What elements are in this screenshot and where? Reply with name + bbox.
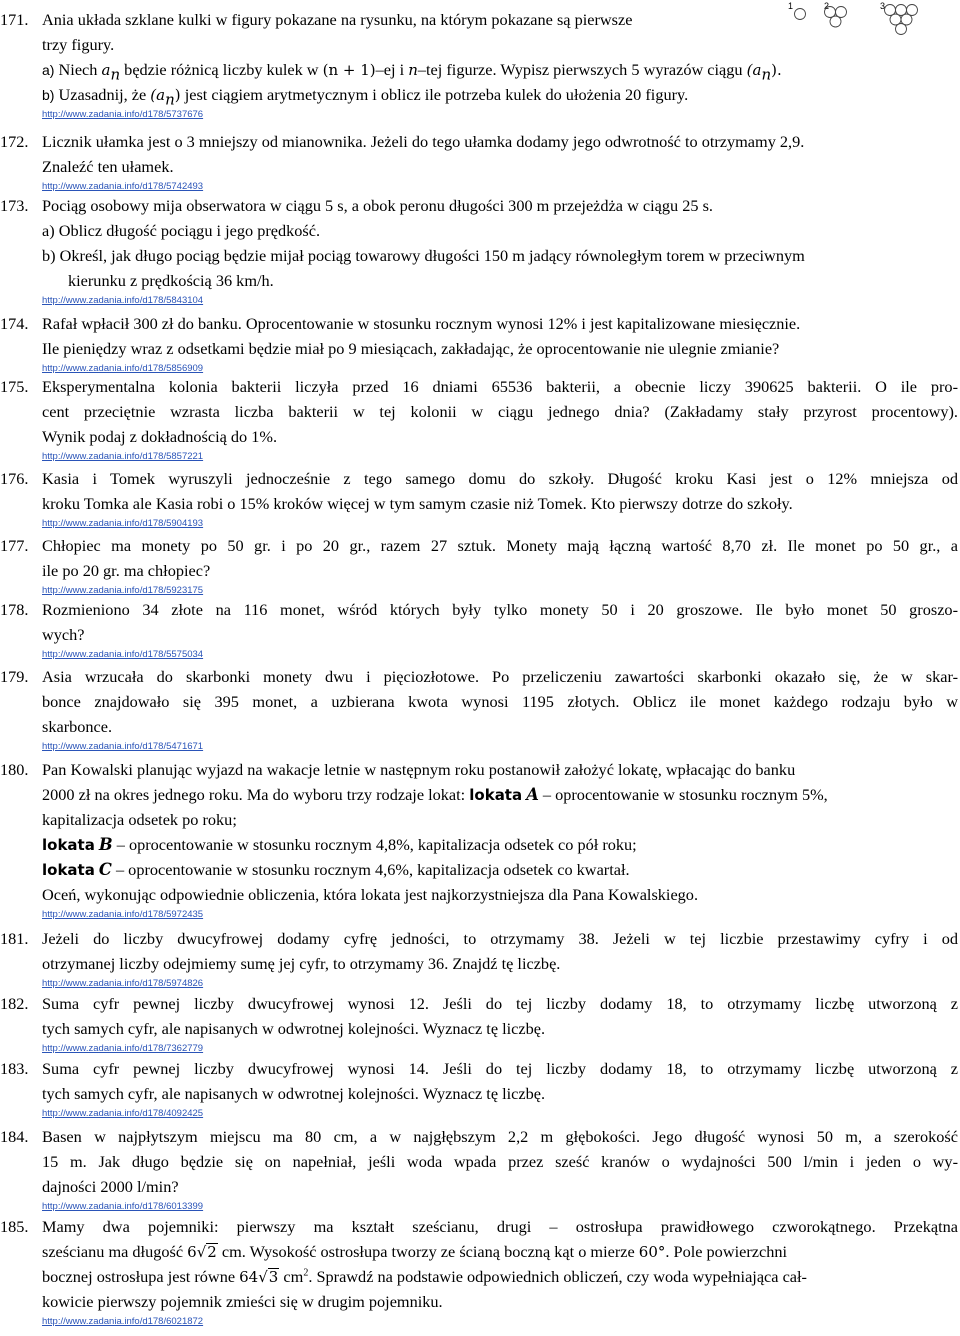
problem-text-line: Kasia i Tomek wyruszyli jednocześnie z tego samego domu do szkoły. Długość kroku Kasi jest o 12% mniejsza od (42, 469, 958, 488)
problem-text-line: Rozmieniono 34 złote na 116 monet, wśród których były tylko monety 50 i 20 groszowe. Ile było monet 50 groszo- (42, 600, 958, 619)
problem-text-line: tych samych cyfr, ale napisanych w odwrotnej kolejności. Wyznacz tę liczbę. (42, 1019, 546, 1038)
figure-label-1: 1 (788, 1, 794, 11)
problem-link[interactable]: http://www.zadania.info/d178/5737676 (42, 109, 204, 120)
problem-number: 177. (0, 536, 29, 555)
problem-text-line: Basen w najpłytszym miejscu ma 80 cm, a w najgłębszym 2,2 m głębokości. Jego długość wynosi 50 m, a szerokość (42, 1127, 958, 1146)
problem-text-line: Asia wrzucała do skarbonki monety dwu i pięciozłotowe. Po przeliczeniu zawartości skarbonki okazało się, że w skar- (42, 667, 958, 686)
problem-text-line: Ania układa szklane kulki w figury pokazane na rysunku, na którym pokazane są pierwsze (42, 10, 633, 29)
problem-text-line: Jeżeli do liczby dwucyfrowej dodamy cyfrę jedności, to otrzymamy 38. Jeżeli w tej liczbie przestawimy cyfry i od (42, 929, 958, 948)
problem-text-line: Ile pieniędzy wraz z odsetkami będzie miał po 9 miesiącach, zakładając, że oprocentowanie nie ulegnie zmianie? (42, 339, 780, 358)
problem-text-line: Rafał wpłacił 300 zł do banku. Oprocentowanie w stosunku rocznym wynosi 12% i jest kapitalizowane miesięcznie. (42, 314, 801, 333)
problem-number: 173. (0, 196, 29, 215)
problem-number: 181. (0, 929, 29, 948)
problem-text-line: lokata B – oprocentowanie w stosunku rocznym 4,8%, kapitalizacja odsetek co pół roku; (42, 835, 637, 854)
problem-link[interactable]: http://www.zadania.info/d178/5904193 (42, 518, 204, 529)
problem-text-line: bonce znajdowało się 395 monet, a uzbierana kwota wynosi 1195 złotych. Oblicz ile monet każdego rodzaju było w (42, 692, 958, 711)
problem-text-line: sześcianu ma długość 6√2 cm. Wysokość ostrosłupa tworzy ze ścianą boczną kąt o mierze 60°. Pole powierzchni (42, 1242, 787, 1261)
problem-text-line: skarbonce. (42, 717, 113, 736)
problem-text-line: 2000 zł na okres jednego roku. Ma do wyboru trzy rodzaje lokat: lokata A – oprocentowanie w stosunku rocznym 5%, (42, 785, 828, 804)
problem-text-line: kowicie pierwszy pojemnik zmieści się w drugim pojemniku. (42, 1292, 443, 1311)
problem-text-line: Wynik podaj z dokładnością do 1%. (42, 427, 278, 446)
problem-link[interactable]: http://www.zadania.info/d178/5843104 (42, 295, 204, 306)
problem-link[interactable]: http://www.zadania.info/d178/5974826 (42, 978, 204, 989)
problem-text-line: Eksperymentalna kolonia bakterii liczyła przed 16 dniami 65536 bakterii, a obecnie liczy 390625 bakterii. O ile pro- (42, 377, 958, 396)
problem-text-line: Suma cyfr pewnej liczby dwucyfrowej wynosi 12. Jeśli do tej liczby dodamy 18, to otrzymamy liczbę utworzoną z (42, 994, 958, 1013)
problem-link[interactable]: http://www.zadania.info/d178/5471671 (42, 741, 204, 752)
problem-number: 178. (0, 600, 29, 619)
problem-link[interactable]: http://www.zadania.info/d178/5857221 (42, 451, 204, 462)
problem-text-line: wych? (42, 625, 85, 644)
problem-number: 182. (0, 994, 29, 1013)
problem-text-line: Suma cyfr pewnej liczby dwucyfrowej wynosi 14. Jeśli do tej liczby dodamy 18, to otrzymamy liczbę utworzoną z (42, 1059, 958, 1078)
problem-link[interactable]: http://www.zadania.info/d178/5575034 (42, 649, 204, 660)
subpoint-b-continuation: kierunku z prędkością 36 km/h. (68, 271, 274, 290)
problem-text-line: otrzymanej liczby odejmiemy sumę jej cyfr, to otrzymamy 36. Znajdź tę liczbę. (42, 954, 561, 973)
problem-text-line: lokata C – oprocentowanie w stosunku rocznym 4,6%, kapitalizacja odsetek co kwartał. (42, 860, 630, 879)
problem-link[interactable]: http://www.zadania.info/d178/4092425 (42, 1108, 204, 1119)
problem-number: 180. (0, 760, 29, 779)
marble (795, 9, 806, 20)
problem-number: 185. (0, 1217, 29, 1236)
problem-text-line: 15 m. Jak długo będzie się on napełniał, jeśli woda wpada przez sześć kranów o wydajności 500 l/min i jeden o wy- (42, 1152, 958, 1171)
problem-link[interactable]: http://www.zadania.info/d178/6013399 (42, 1201, 204, 1212)
problem-number: 172. (0, 132, 29, 151)
problem-link[interactable]: http://www.zadania.info/d178/6021872 (42, 1316, 204, 1327)
marbles-figure (786, 0, 960, 52)
problem-text-line: Mamy dwa pojemniki: pierwszy ma kształt sześcianu, drugi – ostrosłupa prawidłowego czworokątnego. Przekątna (42, 1217, 958, 1236)
problem-number: 184. (0, 1127, 29, 1146)
problem-text-line: Znaleźć ten ułamek. (42, 157, 174, 176)
problem-link[interactable]: http://www.zadania.info/d178/5856909 (42, 363, 204, 374)
problem-link[interactable]: http://www.zadania.info/d178/7362779 (42, 1043, 204, 1054)
problem-text-line: kroku Tomka ale Kasia robi o 15% kroków więcej w tym samym czasie niż Tomek. Kto pierwszy dotrze do szkoły. (42, 494, 793, 513)
problem-number: 171. (0, 10, 29, 29)
problem-text-line: Oceń, wykonując odpowiednie obliczenia, która lokata jest najkorzystniejsza dla Pana Kowalskiego. (42, 885, 699, 904)
figure-label-2: 2 (824, 1, 830, 11)
subpoint-a: a) Oblicz długość pociągu i jego prędkość. (42, 221, 321, 240)
problem-text-line: dajności 2000 l/min? (42, 1177, 179, 1196)
problem-text-line: tych samych cyfr, ale napisanych w odwrotnej kolejności. Wyznacz tę liczbę. (42, 1084, 546, 1103)
subpoint-a: a) Niech $a_n$ będzie różnicą liczby kulek w (n + 1)–ej i n–tej figurze. Wypisz pierwszych 5 wyrazów ciągu $(a_n)$. (42, 60, 782, 84)
problem-text-line: trzy figury. (42, 35, 115, 54)
problem-text-line: kapitalizacja odsetek po roku; (42, 810, 237, 829)
problem-number: 176. (0, 469, 29, 488)
problem-number: 183. (0, 1059, 29, 1078)
problem-number: 179. (0, 667, 29, 686)
problem-number: 175. (0, 377, 29, 396)
problem-number: 174. (0, 314, 29, 333)
problem-text-line: Chłopiec ma monety po 50 gr. i po 20 gr., razem 27 sztuk. Monety mają łączną wartość 8,70 zł. Ile monet po 50 gr., a (42, 536, 958, 555)
marble (830, 16, 841, 27)
problem-text-line: cent przeciętnie wzrasta liczba bakterii w tej kolonii w ciągu jednego dnia? (Zakładamy stały przyrost procentowy). (42, 402, 958, 421)
problem-link[interactable]: http://www.zadania.info/d178/5742493 (42, 181, 204, 192)
problem-text-line: bocznej ostrosłupa jest równe 64√3 $cm^2$. Sprawdź na podstawie odpowiednich obliczeń, czy woda wypełniająca cał- (42, 1267, 807, 1286)
subpoint-b: b) Uzasadnij, że $(a_n)$ jest ciągiem arytmetycznym i oblicz ile potrzeba kulek do ułożenia 20 figury. (42, 85, 689, 109)
problem-text-line: ile po 20 gr. ma chłopiec? (42, 561, 211, 580)
marble (896, 24, 907, 35)
problem-text-line: Licznik ułamka jest o 3 mniejszy od mianownika. Jeżeli do tego ułamka dodamy jego odwrotność to otrzymamy 2,9. (42, 132, 805, 151)
problem-text-line: Pan Kowalski planując wyjazd na wakacje letnie w następnym roku postanowił założyć lokatę, wpłacając do banku (42, 760, 796, 779)
figure-label-3: 3 (880, 1, 886, 11)
problem-link[interactable]: http://www.zadania.info/d178/5972435 (42, 909, 204, 920)
problem-link[interactable]: http://www.zadania.info/d178/5923175 (42, 585, 204, 596)
problem-text-line: Pociąg osobowy mija obserwatora w ciągu 5 s, a obok peronu długości 300 m przejeżdża w ciągu 25 s. (42, 196, 713, 215)
subpoint-b: b) Określ, jak długo pociąg będzie mijał pociąg towarowy długości 150 m jadący równoległym torem w przeciwnym (42, 246, 805, 265)
